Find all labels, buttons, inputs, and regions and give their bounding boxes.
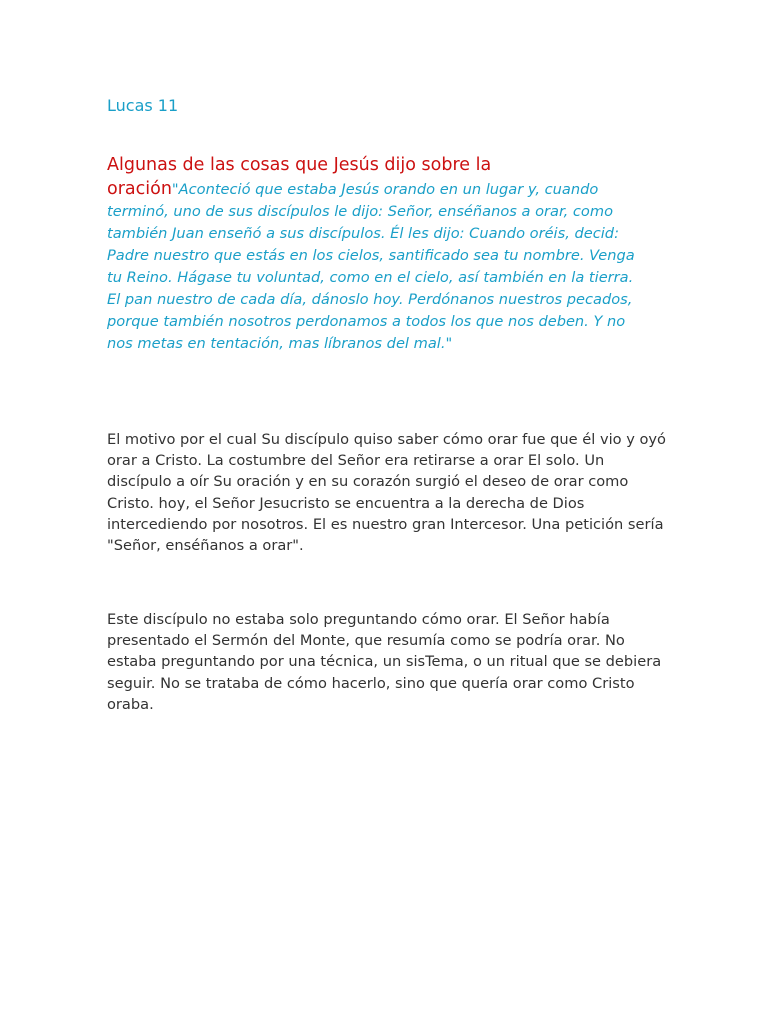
body-paragraph-1: El motivo por el cual Su discípulo quiso saber cómo orar fue que él vio y oyó orar a Cristo. La costumbre del Señor era retirarse a orar El solo. Un discípulo a oír Su oración y en su corazón surgió el deseo de orar como Cristo. hoy, el Señor Jesucristo se encuentra a la derecha de Dios intercediendo por nosotros. El es nuestro gran Intercesor. Una petición sería "Señor, enséñanos a orar". xyxy=(107,431,666,555)
section-heading-continued: oración xyxy=(107,179,172,199)
section-heading: Algunas de las cosas que Jesús dijo sobre la xyxy=(107,155,492,175)
heading-and-quote xyxy=(107,178,647,354)
scripture-quote: "Aconteció que estaba Jesús orando en un lugar y, cuando terminó, uno de sus discípulos le dijo: Señor, enséñanos a orar, como también Juan enseñó a sus discípulos. Él les dijo: Cuando oréis, decid: Padre nuestro que estás en los cielos, santificado sea tu nombre. Venga tu Reino. Hágase tu voluntad, como en el cielo, así también en la tierra. El pan nuestro de cada día, dánoslo hoy. Perdónanos nuestros pecados, porque también nosotros perdonamos a todos los que nos deben. Y no nos metas en tentación, mas líbranos del mal." xyxy=(107,181,635,352)
heading-block xyxy=(107,153,647,354)
chapter-reference: Lucas 11 xyxy=(107,96,179,115)
body-paragraph-2: Este discípulo no estaba solo preguntando cómo orar. El Señor había presentado el Sermón del Monte, que resumía como se podría orar. No estaba preguntando por una técnica, un sisTema, o un ritual que se debiera seguir. No se trataba de cómo hacerlo, sino que quería orar como Cristo oraba. xyxy=(107,611,662,713)
